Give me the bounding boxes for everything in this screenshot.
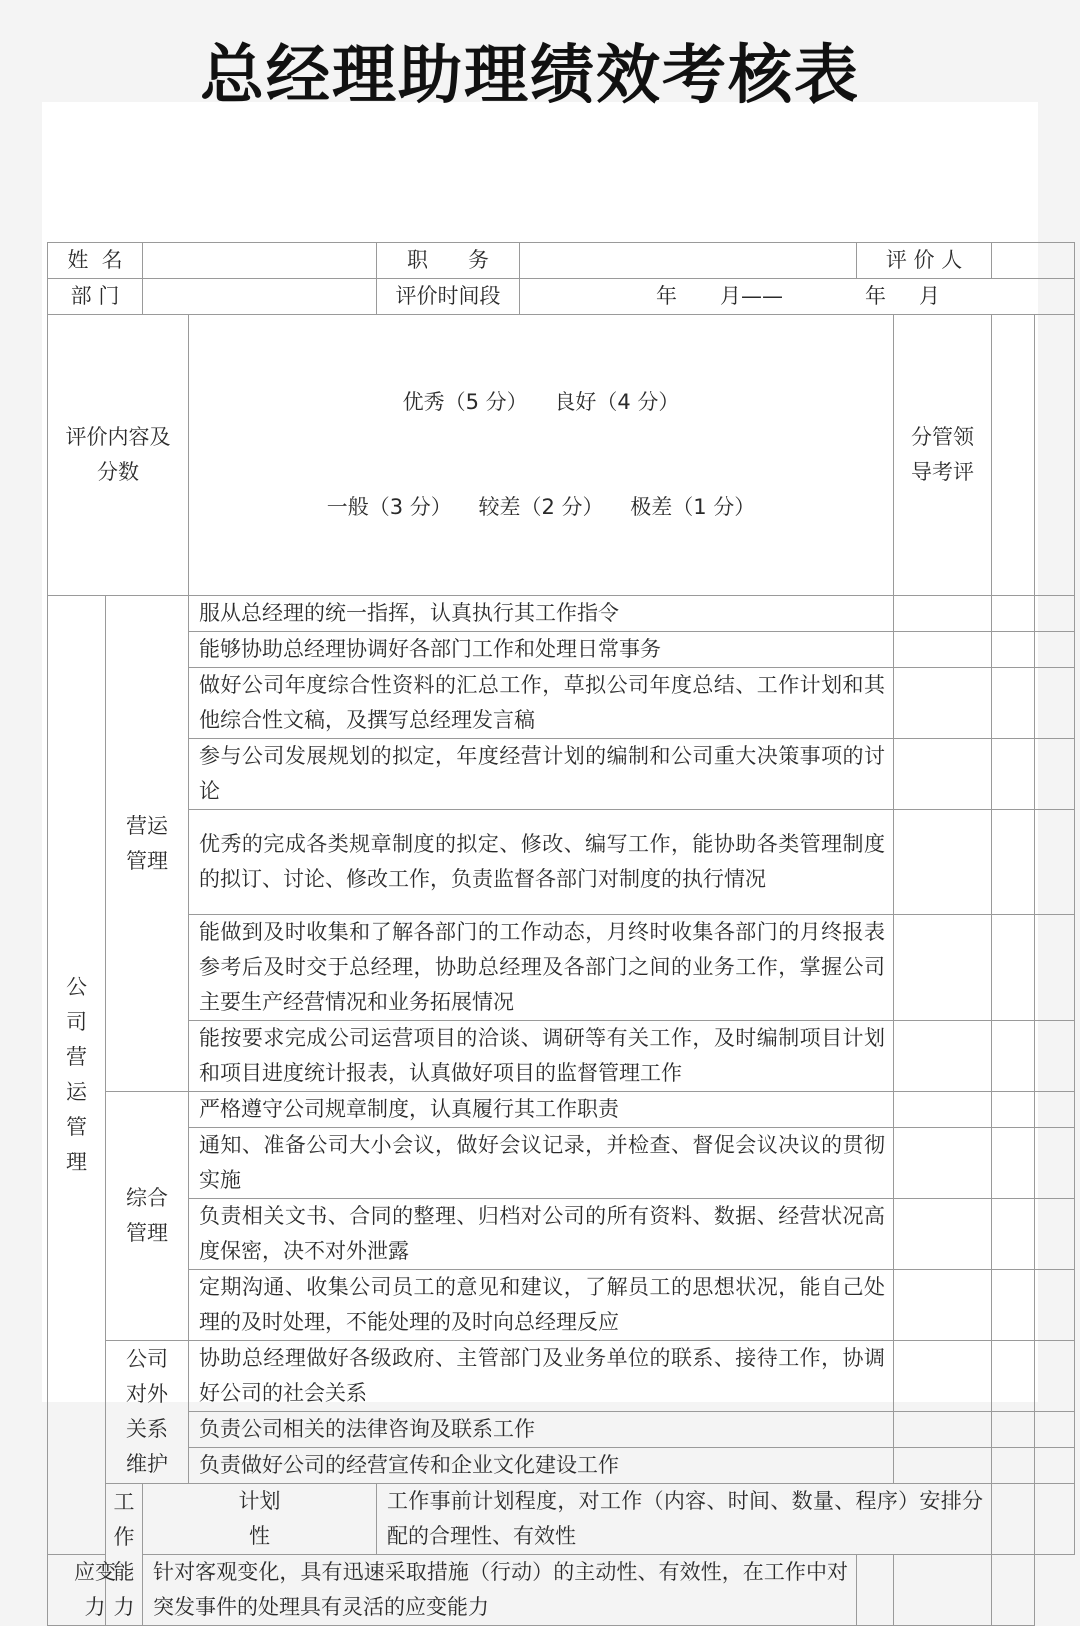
section-label-ops: 公 司 营 运 管 理 xyxy=(48,596,106,1555)
dept-field[interactable] xyxy=(143,279,377,315)
leader-score-cell[interactable] xyxy=(894,739,992,810)
position-label: 职 务 xyxy=(377,243,520,279)
leader-score-cell[interactable] xyxy=(894,1270,992,1341)
criteria-item: 工作事前计划程度，对工作（内容、时间、数量、程序）安排分配的合理性、有效性 xyxy=(377,1484,992,1555)
criteria-item: 严格遵守公司规章制度，认真履行其工作职责 xyxy=(189,1092,894,1128)
score-cell[interactable] xyxy=(1035,1341,1075,1412)
leader-score-cell[interactable] xyxy=(894,668,992,739)
group-label-external-relations: 公司 对外 关系 维护 xyxy=(106,1341,189,1484)
score-cell[interactable] xyxy=(992,810,1035,915)
period-month-end: 月 xyxy=(919,284,941,308)
evaluation-table xyxy=(47,242,1075,1626)
section-label-ability: 工 作 能 力 xyxy=(106,1484,143,1626)
score-cell[interactable] xyxy=(992,1021,1035,1092)
score-cell[interactable] xyxy=(1035,632,1075,668)
period-year-start: 年 xyxy=(656,284,678,308)
position-field[interactable] xyxy=(520,243,857,279)
period-field[interactable] xyxy=(520,279,1075,315)
score-cell[interactable] xyxy=(992,1128,1035,1199)
score-cell[interactable] xyxy=(1035,1092,1075,1128)
criteria-item: 负责公司相关的法律咨询及联系工作 xyxy=(189,1412,894,1448)
score-cell[interactable] xyxy=(1035,1270,1075,1341)
score-cell[interactable] xyxy=(992,632,1035,668)
criteria-item: 负责相关文书、合同的整理、归档对公司的所有资料、数据、经营状况高度保密，决不对外泄露 xyxy=(189,1199,894,1270)
form-title: 总经理助理绩效考核表 xyxy=(200,38,860,113)
criteria-item: 优秀的完成各类规章制度的拟定、修改、编写工作，能协助各类管理制度的拟订、讨论、修改工作，负责监督各部门对制度的执行情况 xyxy=(189,810,894,915)
score-cell[interactable] xyxy=(1035,915,1075,1021)
leader-score-cell[interactable] xyxy=(894,1412,992,1448)
score-cell[interactable] xyxy=(1035,1199,1075,1270)
evaluator-field[interactable] xyxy=(992,243,1075,279)
criteria-item: 能够协助总经理协调好各部门工作和处理日常事务 xyxy=(189,632,894,668)
score-cell[interactable] xyxy=(992,1199,1035,1270)
score-cell[interactable] xyxy=(1035,668,1075,739)
criteria-item: 能做到及时收集和了解各部门的工作动态，月终时收集各部门的月终报表参考后及时交于总经理，协助总经理及各部门之间的业务工作，掌握公司主要生产经营情况和业务拓展情况 xyxy=(189,915,894,1021)
leader-score-cell[interactable] xyxy=(894,810,992,915)
score-cell[interactable] xyxy=(992,1555,1035,1626)
score-cell[interactable] xyxy=(992,915,1035,1021)
score-cell[interactable] xyxy=(1035,596,1075,632)
score-cell[interactable] xyxy=(1035,810,1075,915)
leader-score-cell[interactable] xyxy=(894,915,992,1021)
name-label: 姓 名 xyxy=(48,243,143,279)
leader-score-cell[interactable] xyxy=(894,1448,992,1484)
leader-score-cell[interactable] xyxy=(894,1021,992,1092)
score-cell[interactable] xyxy=(992,1341,1035,1412)
score-cell[interactable] xyxy=(1035,1412,1075,1448)
leader-score-cell[interactable] xyxy=(857,1555,894,1626)
leader-score-cell[interactable] xyxy=(894,1341,992,1412)
group-label-general: 综合 管理 xyxy=(106,1092,189,1341)
period-label: 评价时间段 xyxy=(377,279,520,315)
criteria-item: 定期沟通、收集公司员工的意见和建议，了解员工的思想状况，能自己处理的及时处理，不能处理的及时向总经理反应 xyxy=(189,1270,894,1341)
score-cell[interactable] xyxy=(1035,315,1075,596)
score-cell[interactable] xyxy=(992,668,1035,739)
criteria-item: 协助总经理做好各级政府、主管部门及业务单位的联系、接待工作，协调好公司的社会关系 xyxy=(189,1341,894,1412)
score-cell[interactable] xyxy=(992,739,1035,810)
score-cell[interactable] xyxy=(992,1092,1035,1128)
criteria-item: 针对客观变化，具有迅速采取措施（行动）的主动性、有效性，在工作中对突发事件的处理具有灵活的应变能力 xyxy=(143,1555,857,1626)
period-month-start: 月—— xyxy=(720,284,784,308)
leader-score-cell[interactable] xyxy=(894,596,992,632)
content-score-label: 评价内容及 分数 xyxy=(48,315,189,596)
score-scale-line1: 优秀（5 分） 良好（4 分） xyxy=(402,390,680,414)
criteria-item: 服从总经理的统一指挥，认真执行其工作指令 xyxy=(189,596,894,632)
score-cell[interactable] xyxy=(992,315,1035,596)
score-cell[interactable] xyxy=(1035,1021,1075,1092)
evaluator-label: 评 价 人 xyxy=(857,243,992,279)
leader-eval-label: 分管领 导考评 xyxy=(894,315,992,596)
score-cell[interactable] xyxy=(992,596,1035,632)
period-year-end: 年 xyxy=(865,284,887,308)
leader-score-cell[interactable] xyxy=(894,1128,992,1199)
dept-label: 部 门 xyxy=(48,279,143,315)
group-label-adaptability: 应变 力 xyxy=(48,1555,143,1626)
score-scale xyxy=(189,315,894,596)
score-cell[interactable] xyxy=(894,1555,992,1626)
score-cell[interactable] xyxy=(1035,1128,1075,1199)
criteria-item: 负责做好公司的经营宣传和企业文化建设工作 xyxy=(189,1448,894,1484)
criteria-item: 做好公司年度综合性资料的汇总工作，草拟公司年度总结、工作计划和其他综合性文稿，及撰写总经理发言稿 xyxy=(189,668,894,739)
criteria-item: 能按要求完成公司运营项目的洽谈、调研等有关工作，及时编制项目计划和项目进度统计报表，认真做好项目的监督管理工作 xyxy=(189,1021,894,1092)
name-field[interactable] xyxy=(143,243,377,279)
score-cell[interactable] xyxy=(992,1412,1035,1448)
score-scale-line2: 一般（3 分） 较差（2 分） 极差（1 分） xyxy=(326,495,756,519)
group-label-operations: 营运 管理 xyxy=(106,596,189,1092)
score-cell[interactable] xyxy=(1035,1448,1075,1484)
leader-score-cell[interactable] xyxy=(894,632,992,668)
leader-score-cell[interactable] xyxy=(992,1484,1035,1555)
criteria-item: 通知、准备公司大小会议，做好会议记录，并检查、督促会议决议的贯彻实施 xyxy=(189,1128,894,1199)
group-label-planning: 计划 性 xyxy=(143,1484,377,1555)
score-cell[interactable] xyxy=(992,1270,1035,1341)
score-cell[interactable] xyxy=(1035,1484,1075,1555)
score-cell[interactable] xyxy=(1035,739,1075,810)
score-cell[interactable] xyxy=(992,1448,1035,1484)
criteria-item: 参与公司发展规划的拟定，年度经营计划的编制和公司重大决策事项的讨论 xyxy=(189,739,894,810)
leader-score-cell[interactable] xyxy=(894,1092,992,1128)
leader-score-cell[interactable] xyxy=(894,1199,992,1270)
